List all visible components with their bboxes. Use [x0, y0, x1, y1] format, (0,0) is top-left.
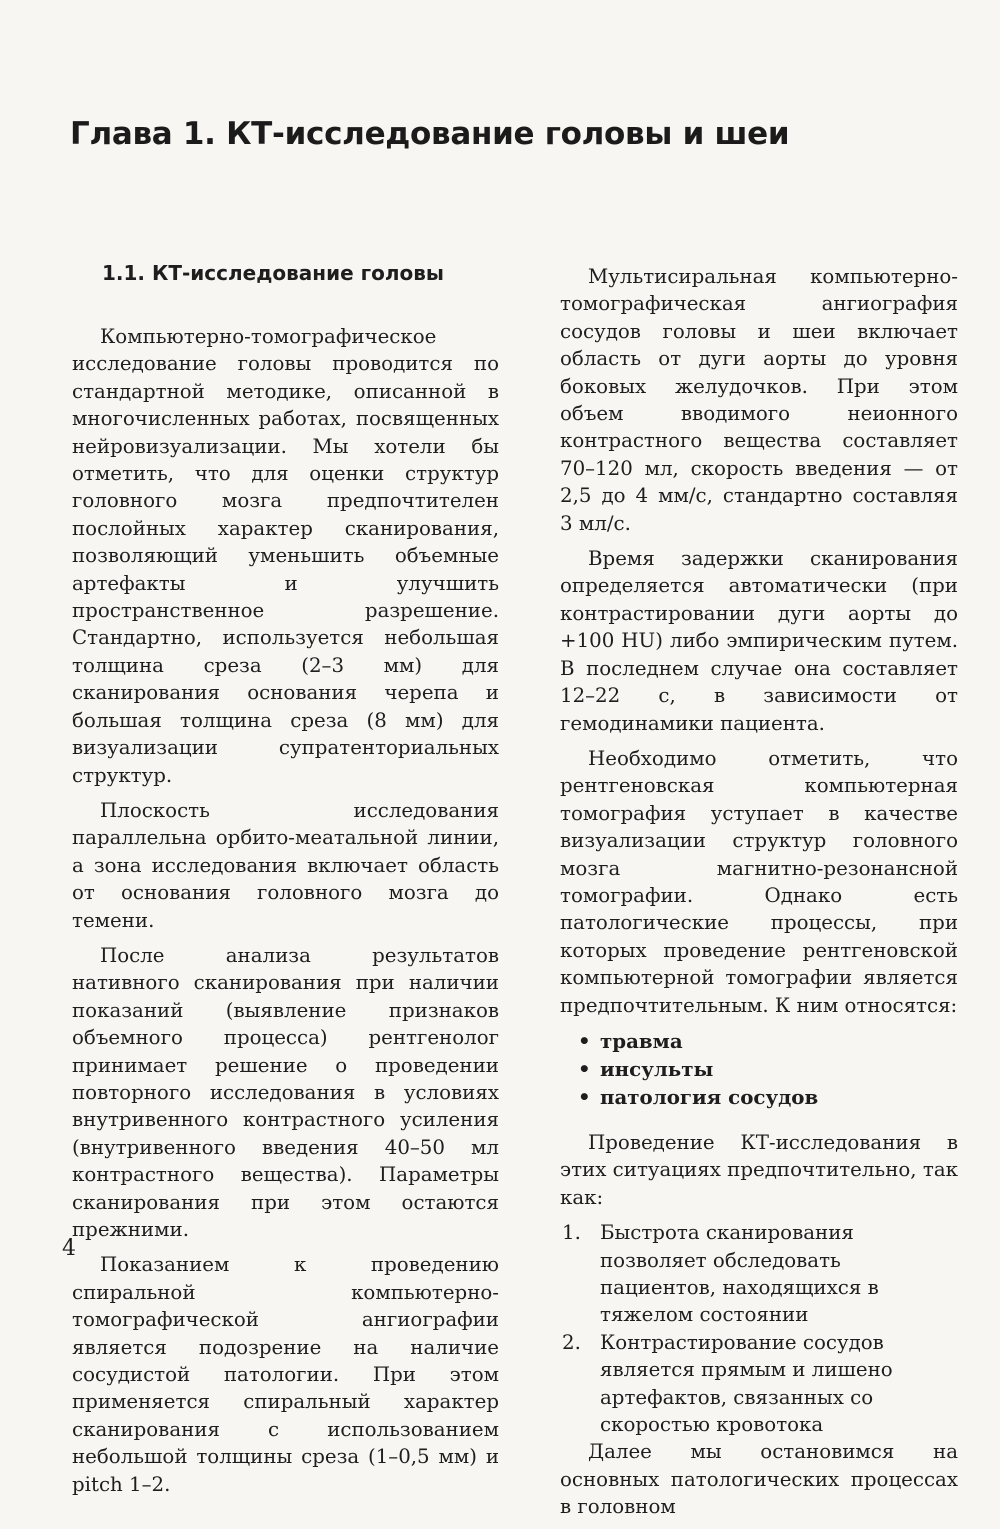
bullet-icon: • — [578, 1028, 591, 1053]
bullet-text: травма — [600, 1028, 683, 1053]
section-title: 1.1. КТ-исследование головы — [102, 261, 444, 285]
item-number: 1. — [562, 1221, 581, 1245]
bullet-item — [578, 1055, 958, 1083]
numbered-item — [560, 1329, 958, 1439]
chapter-title: Глава 1. КТ-исследование головы и шеи — [70, 116, 790, 152]
bullet-text: патология сосудов — [600, 1084, 819, 1109]
paragraph: После анализа результатов нативного сканирования при наличии показаний (выявление признаков объемного процесса) рентгенолог принимает решение о проведении повторного исследования в условиях внутривенного контрастного усиления (внутривенного введения 40–50 мл контрастного вещества). Параметры сканирования при этом остаются прежними. — [72, 943, 499, 1241]
numbered-item — [560, 1219, 958, 1329]
item-text: Быстрота сканирования позволяет обследовать пациентов, находящихся в тяжелом состоянии — [600, 1221, 879, 1327]
bullet-item — [578, 1083, 958, 1111]
paragraph: Далее мы остановимся на основных патологических процессах в головном — [560, 1440, 958, 1519]
paragraph: Время задержки сканирования определяется автоматически (при контрастировании дуги аорты до +100 HU) либо эмпирическим путем. В последнем случае она составляет 12–22 с, в зависимости от гемодинамики пациента. — [560, 547, 958, 735]
paragraph: Необходимо отметить, что рентгеновская компьютерная томография уступает в качестве визуализации структур головного мозга магнитно-резонансной томографии. Однако есть патологические процессы, при которых проведение рентгеновской компьютерной томографии является предпочтительным. К ним относятся: — [560, 746, 958, 1017]
right-column — [560, 263, 958, 1529]
paragraph: Мультисиральная компьютерно-томографическая ангиография сосудов головы и шеи включает область от дуги аорты до уровня боковых желудочков. При этом объем вводимого неионного контрастного вещества составляет 70–120 мл, скорость введения — от 2,5 до 4 мм/с, стандартно составляя 3 мл/с. — [560, 265, 958, 535]
paragraph: Показанием к проведению спиральной компьютерно-томографической ангиографии является подозрение на наличие сосудистой патологии. При этом применяется спиральный характер сканирования с использованием небольшой толщины среза (1–0,5 мм) и pitch 1–2. — [72, 1253, 499, 1496]
numbered-list — [560, 1219, 958, 1438]
paragraph: Плоскость исследования параллельна орбито-меатальной линии, а зона исследования включает область от основания головного мозга до темени. — [72, 798, 499, 932]
item-number: 2. — [562, 1330, 581, 1354]
paragraph: Проведение КТ-исследования в этих ситуациях предпочтительно, так как: — [560, 1130, 958, 1209]
paragraph: Компьютерно-томографическое исследование головы проводится по стандартной методике, описанной в многочисленных работах, посвященных нейровизуализации. Мы хотели бы отметить, что для оценки структур головного мозга предпочтителен послойных характер сканирования, позволяющий уменьшить объемные артефакты и улучшить пространственное разрешение. Стандартно, используется небольшая толщина среза (2–3 мм) для сканирования основания черепа и большая толщина среза (8 мм) для визуализации супратенториальных структур. — [72, 325, 499, 787]
item-text: Контрастирование сосудов является прямым и лишено артефактов, связанных со скоростью кровотока — [600, 1330, 893, 1437]
bullet-icon: • — [578, 1056, 591, 1081]
bullet-item — [578, 1027, 958, 1055]
bullet-text: инсульты — [600, 1056, 714, 1081]
page-number: 4 — [62, 1236, 76, 1261]
bullet-list — [560, 1027, 958, 1111]
bullet-icon: • — [578, 1084, 591, 1109]
left-column — [72, 256, 499, 1506]
